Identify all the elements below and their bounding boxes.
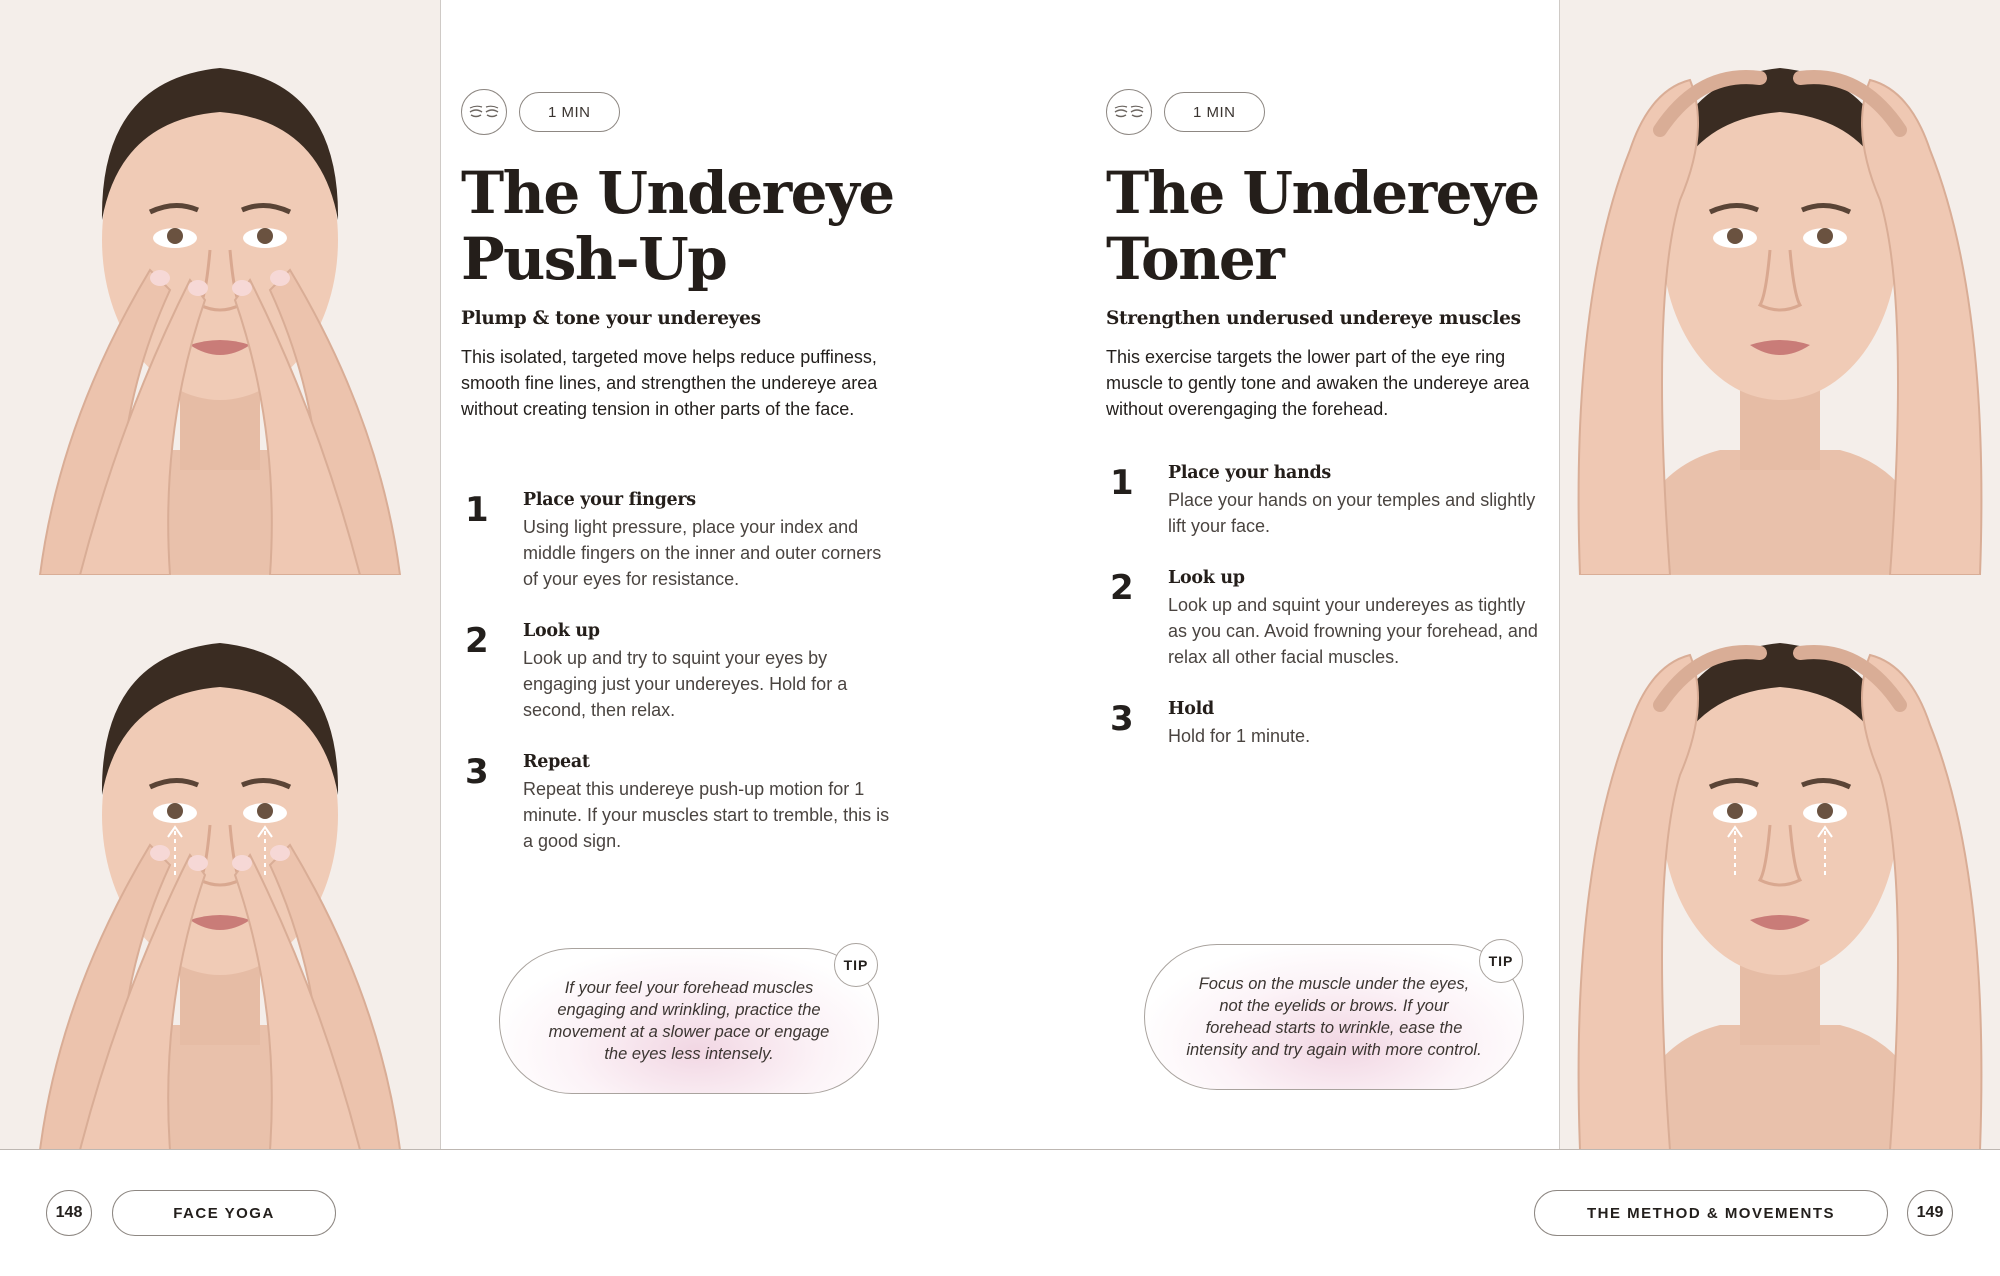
photo-hands-on-temples (1560, 0, 2000, 575)
step-title: Look up (523, 621, 600, 641)
duration-pill: 1 MIN (519, 92, 620, 132)
tip-bubble (1144, 944, 1524, 1090)
step-number: 2 (465, 621, 489, 661)
photo-hands-squint (1560, 575, 2000, 1150)
title-line-1: The Undereye (461, 159, 894, 227)
step-text: Look up and squint your undereyes as tightly as you can. Avoid frowning your forehead, and relax all other facial muscles. (1168, 595, 1538, 667)
tip-badge: TIP (1479, 939, 1523, 983)
step-title: Place your fingers (523, 490, 696, 510)
exercise-subtitle: Strengthen underused undereye muscles (1106, 308, 1521, 329)
footer-divider (0, 1149, 2000, 1150)
photo-fingers-squint (0, 575, 440, 1150)
step-text: Hold for 1 minute. (1168, 726, 1311, 746)
exercise-meta (461, 88, 620, 136)
eyes-icon (461, 89, 507, 135)
eyes-icon (1106, 89, 1152, 135)
step-title: Place your hands (1168, 463, 1331, 483)
title-line-2: Toner (1106, 225, 1284, 293)
page-number-left: 148 (46, 1190, 92, 1236)
step-text: Place your hands on your temples and slightly lift your face. (1168, 490, 1536, 536)
step-title: Hold (1168, 699, 1214, 719)
step-text: Repeat this undereye push-up motion for 1 minute. If your muscles start to tremble, this is a good sign. (523, 779, 890, 851)
step-number: 1 (1110, 463, 1134, 503)
tip-badge: TIP (834, 943, 878, 987)
footer-label-left: FACE YOGA (112, 1190, 336, 1236)
exercise-meta (1106, 88, 1265, 136)
step-text: Using light pressure, place your index and middle fingers on the inner and outer corners of your eyes for resistance. (523, 517, 882, 589)
footer-label-right: THE METHOD & MOVEMENTS (1534, 1190, 1888, 1236)
exercise-subtitle: Plump & tone your undereyes (461, 308, 761, 329)
exercise-intro: This isolated, targeted move helps reduce puffiness, smooth fine lines, and strengthen the undereye area without creating tension in other parts of the face. (461, 347, 878, 419)
step-text: Look up and try to squint your eyes by engaging just your undereyes. Hold for a second, then relax. (523, 648, 848, 720)
exercise-intro: This exercise targets the lower part of the eye ring muscle to gently tone and awaken the undereye area without overengaging the forehead. (1106, 347, 1530, 419)
tip-bubble (499, 948, 879, 1094)
step-title: Look up (1168, 568, 1245, 588)
step-title: Repeat (523, 752, 590, 772)
tip-text: Focus on the muscle under the eyes, not the eyelids or brows. If your forehead starts to wrinkle, ease the intensity and try again with more control. (1186, 975, 1482, 1059)
step-number: 3 (465, 752, 489, 792)
left-photo-divider (440, 0, 441, 1150)
step-number: 1 (465, 490, 489, 530)
page-number-right: 149 (1907, 1190, 1953, 1236)
photo-fingers-under-eyes (0, 0, 440, 575)
step-number: 2 (1110, 568, 1134, 608)
duration-pill: 1 MIN (1164, 92, 1265, 132)
step-number: 3 (1110, 699, 1134, 739)
title-line-1: The Undereye (1106, 159, 1539, 227)
exercise-title (461, 160, 981, 292)
title-line-2: Push-Up (461, 225, 727, 293)
tip-text: If your feel your forehead muscles engaging and wrinkling, practice the movement at a slower pace or engage the eyes less intensely. (548, 979, 830, 1063)
exercise-title (1106, 160, 1626, 292)
